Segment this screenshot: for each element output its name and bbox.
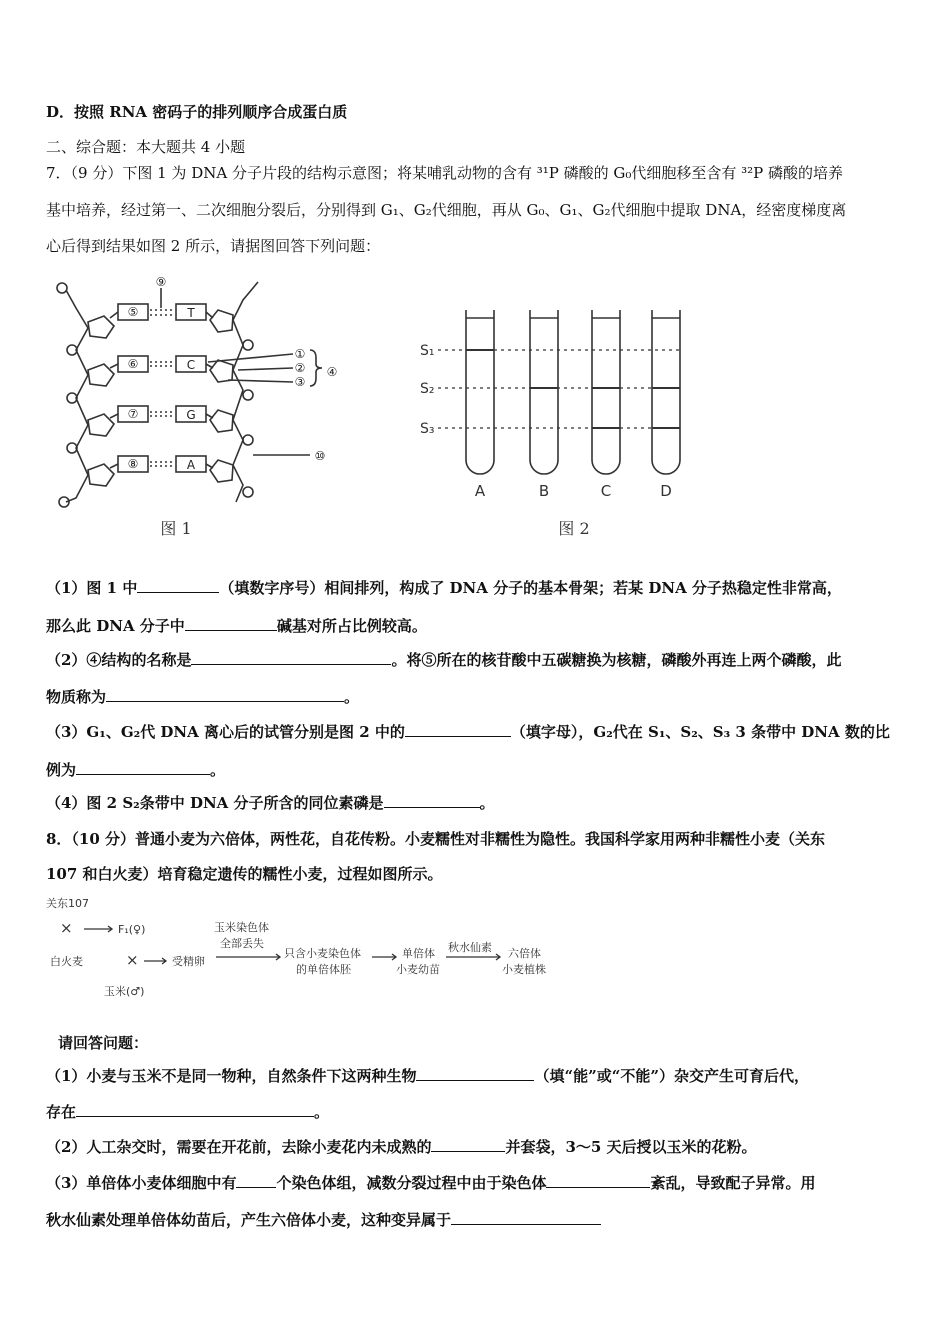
flow-baihuomai: 白火麦	[50, 955, 83, 968]
q7-part3-line2: 例为 。	[46, 761, 226, 779]
q8-part2: （2）人工杂交时，需要在开花前，去除小麦花内未成熟的 并套袋，3～5 天后授以玉米的花粉。	[46, 1138, 757, 1156]
answer-blank[interactable]	[384, 793, 480, 808]
answer-blank[interactable]	[191, 650, 391, 665]
fig1-caption: 图 1	[160, 519, 192, 538]
fig1-label-1: ①	[294, 347, 306, 361]
flow-guandong107: 关东107	[46, 897, 89, 910]
answer-blank[interactable]	[451, 1210, 601, 1225]
fig2-caption: 图 2	[558, 519, 590, 538]
flow-seedling-bottom: 小麦幼苗	[396, 963, 440, 976]
flow-plant-bottom: 小麦植株	[502, 963, 546, 976]
fig1-label-4: ④	[326, 365, 338, 379]
fig1-base-a: A	[186, 458, 196, 472]
flow-seedling-top: 单倍体	[402, 947, 435, 960]
q8-breeding-flowchart	[44, 893, 584, 1003]
fig1-label-9: ⑨	[155, 275, 167, 289]
fig2-tube-b: B	[538, 482, 550, 500]
fig1-number-6: ⑥	[127, 357, 139, 371]
fig1-base-t: T	[187, 306, 195, 320]
answer-blank[interactable]	[76, 1102, 314, 1117]
q7-part1-line2: 那么此 DNA 分子中 碱基对所占比例较高。	[46, 617, 427, 635]
fig1-label-2: ②	[294, 361, 306, 375]
fig2-tube-c: C	[600, 482, 612, 500]
fig1-label-3: ③	[294, 375, 306, 389]
flow-f1: F₁(♀)	[118, 923, 146, 936]
q7-stem-line1: 7．（9 分）下图 1 为 DNA 分子片段的结构示意图；将某哺乳动物的含有 ³¹P 磷酸的 G₀代细胞移至含有 ³²P 磷酸的培养	[46, 164, 844, 182]
fig1-base-c: C	[186, 358, 196, 372]
q8-stem-line2: 107 和白火麦）培育稳定遗传的糯性小麦，过程如图所示。	[46, 865, 443, 883]
q7-part1-line1: （1）图 1 中 （填数字序号）相间排列，构成了 DNA 分子的基本骨架；若某 DNA 分子热稳定性非常高，	[46, 579, 842, 597]
option-d: D．按照 RNA 密码子的排列顺序合成蛋白质	[46, 103, 348, 121]
answer-blank[interactable]	[236, 1173, 276, 1188]
fig2-tube-d: D	[660, 482, 672, 500]
q8-part1-line1: （1）小麦与玉米不是同一物种，自然条件下这两种生物 （填“能”或“不能”）杂交产生可育后代，	[46, 1067, 809, 1085]
flow-cross-2: ×	[126, 951, 139, 969]
answer-blank[interactable]	[76, 760, 210, 775]
q7-stem-line2: 基中培养，经过第一、二次细胞分裂后，分别得到 G₁、G₂代细胞，再从 G₀、G₁、G₂代细胞中提取 DNA，经密度梯度离	[46, 201, 847, 219]
fig1-number-8: ⑧	[127, 457, 139, 471]
answer-blank[interactable]	[405, 722, 511, 737]
figure-2-centrifuge-tubes	[410, 300, 700, 550]
q7-stem-line3: 心后得到结果如图 2 所示，请据图回答下列问题：	[46, 237, 381, 255]
answer-blank[interactable]	[546, 1173, 650, 1188]
fig2-band-s3: S₃	[420, 421, 435, 437]
q7-part4: （4）图 2 S₂条带中 DNA 分子所含的同位素磷是 。	[46, 794, 495, 812]
section-heading: 二、综合题：本大题共 4 小题	[46, 138, 246, 156]
fig1-base-g: G	[186, 408, 196, 422]
flow-embryo-bottom: 的单倍体胚	[296, 963, 351, 976]
flow-step1-bottom: 全部丢失	[220, 937, 264, 950]
q7-part3-line1: （3）G₁、G₂代 DNA 离心后的试管分别是图 2 中的 （填字母），G₂代在 S₁、S₂、S₃ 3 条带中 DNA 数的比	[46, 723, 890, 741]
flow-embryo-top: 只含小麦染色体	[284, 947, 361, 960]
q8-part3-line1: （3）单倍体小麦体细胞中有 个染色体组，减数分裂过程中由于染色体 紊乱，导致配子异常。用	[46, 1174, 816, 1192]
answer-blank[interactable]	[106, 687, 344, 702]
answer-blank[interactable]	[416, 1066, 534, 1081]
fig2-tube-a: A	[474, 482, 486, 500]
q8-prompt: 请回答问题：	[58, 1034, 149, 1052]
q7-part2-line2: 物质称为 。	[46, 688, 360, 706]
figure-1-dna-structure	[48, 270, 348, 550]
fig1-number-7: ⑦	[127, 407, 139, 421]
fig1-label-10: ⑩	[314, 449, 326, 463]
answer-blank[interactable]	[431, 1137, 505, 1152]
q7-part2-line1: （2）④结构的名称是 。将⑤所在的核苷酸中五碳糖换为核糖，磷酸外再连上两个磷酸，此	[46, 651, 842, 669]
q8-stem-line1: 8．（10 分）普通小麦为六倍体，两性花，自花传粉。小麦糯性对非糯性为隐性。我国科学家用两种非糯性小麦（关东	[46, 830, 826, 848]
answer-blank[interactable]	[185, 616, 277, 631]
fig2-band-s1: S₁	[420, 343, 435, 359]
fig2-band-s2: S₂	[420, 381, 435, 397]
q8-part3-line2: 秋水仙素处理单倍体幼苗后，产生六倍体小麦，这种变异属于	[46, 1210, 908, 1230]
flow-cross-1: ×	[60, 919, 73, 937]
fig1-number-5: ⑤	[127, 305, 139, 319]
q8-part1-line2: 存在 。	[46, 1103, 330, 1121]
flow-plant-top: 六倍体	[508, 947, 541, 960]
answer-blank[interactable]	[137, 578, 219, 593]
flow-maize: 玉米(♂)	[104, 985, 145, 998]
flow-step1-top: 玉米染色体	[214, 921, 269, 934]
flow-zygote: 受精卵	[172, 955, 205, 968]
flow-colchicine: 秋水仙素	[448, 941, 492, 954]
